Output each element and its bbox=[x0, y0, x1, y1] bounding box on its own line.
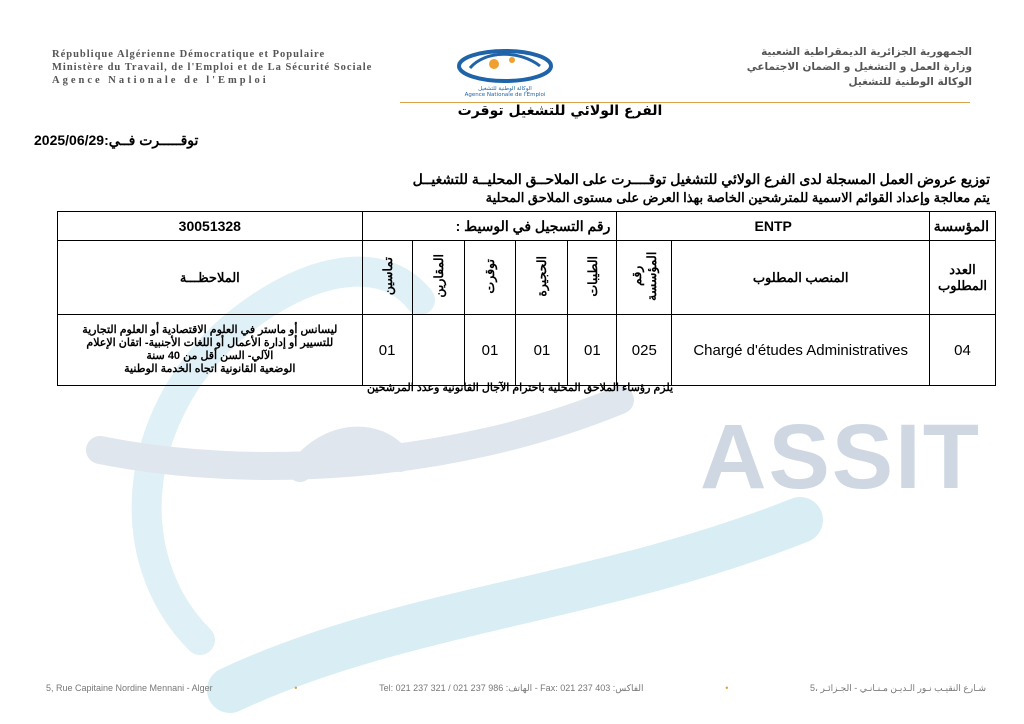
header-count: العدد المطلوب bbox=[930, 241, 996, 315]
job-offer-table bbox=[57, 211, 996, 386]
registration-number: 30051328 bbox=[58, 212, 363, 241]
header-ar-ministry: وزارة العمل و التشغيل و الضمان الاجتماعي bbox=[746, 61, 972, 73]
header-temacine: تماسين bbox=[362, 241, 412, 315]
footer-address bbox=[46, 683, 986, 694]
footer-phone-fax: Tel: 021 237 321 / 021 237 986 :الهاتف - Fax: 021 237 403 :الفاكس bbox=[379, 683, 644, 693]
header-fr-agency: Agence Nationale de l'Emploi bbox=[52, 75, 269, 86]
logo-caption: الوكالة الوطنية للتشغيل Agence Nationale de l'Emploi bbox=[464, 86, 546, 98]
footer-separator-icon: • bbox=[294, 683, 298, 693]
watermark-text: ASSIT bbox=[700, 406, 981, 508]
document-date: توقـــــرت فــي:2025/06/29 bbox=[34, 132, 199, 148]
header-institution-number: رقم المؤسسة bbox=[617, 241, 672, 315]
cell-megarine bbox=[412, 315, 464, 386]
table-note: يلزم رؤساء الملاحق المحلية باحترام الآجال القانونية وعدد المرشحين bbox=[366, 382, 674, 394]
cell-taibat: 01 bbox=[568, 315, 617, 386]
header-hajira: الحجيرة bbox=[516, 241, 568, 315]
table-header-row bbox=[58, 241, 996, 315]
footer-address-ar: 5، شـارع النقيـب نـور الـديـن مـنـانـي - الجـزائـر bbox=[810, 683, 986, 693]
table-row bbox=[58, 315, 996, 386]
branch-title: الفرع الولائي للتشغيل توقرت bbox=[457, 103, 663, 119]
cell-institution-number: 025 bbox=[617, 315, 672, 386]
header-fr-ministry: Ministère du Travail, de l'Emploi et de La Sécurité Sociale bbox=[52, 62, 373, 73]
header-arabic bbox=[592, 45, 972, 90]
document-title: توزيع عروض العمل المسجلة لدى الفرع الولائي للتشغيل توقــــرت على الملاحــق المحليــة للتشغيــل bbox=[412, 171, 990, 187]
header-remark: الملاحظـــة bbox=[58, 241, 363, 315]
cell-position: Chargé d'études Administratives bbox=[672, 315, 930, 386]
document-subtitle: يتم معالجة وإعداد القوائم الاسمية للمترشحين الخاصة بهذا العرض على مستوى الملاحق المحلية bbox=[485, 190, 990, 205]
table-row-institution bbox=[58, 212, 996, 241]
footer-address-fr: 5, Rue Capitaine Nordine Mennani - Alger bbox=[46, 683, 213, 693]
cell-temacine: 01 bbox=[362, 315, 412, 386]
footer-separator-icon: • bbox=[725, 683, 729, 693]
registration-label: رقم التسجيل في الوسيط : bbox=[362, 212, 617, 241]
cell-touggourt: 01 bbox=[464, 315, 516, 386]
header-position: المنصب المطلوب bbox=[672, 241, 930, 315]
header-megarine: المقارين bbox=[412, 241, 464, 315]
header-fr-republic: République Algérienne Démocratique et Populaire bbox=[52, 49, 326, 60]
institution-name: ENTP bbox=[617, 212, 930, 241]
header-ar-republic: الجمهورية الجزائرية الديمقراطية الشعبية bbox=[761, 46, 972, 58]
cell-hajira: 01 bbox=[516, 315, 568, 386]
header-ar-agency: الوكالة الوطنية للتشغيل bbox=[848, 76, 972, 88]
header-taibat: الطيبات bbox=[568, 241, 617, 315]
cell-remark: ليسانس أو ماستر في العلوم الاقتصادية أو العلوم التجارية للتسيير أو إدارة الأعمال أو اللغات الأجنبية- اتقان الإعلام الآلي- السن أقل من 40 سنة الوضعية القانونية اتجاه الخدمة الوطنية bbox=[58, 315, 363, 386]
header-french bbox=[52, 48, 422, 87]
institution-label: المؤسسة bbox=[930, 212, 996, 241]
cell-count: 04 bbox=[930, 315, 996, 386]
header-touggourt: توقرت bbox=[464, 241, 516, 315]
